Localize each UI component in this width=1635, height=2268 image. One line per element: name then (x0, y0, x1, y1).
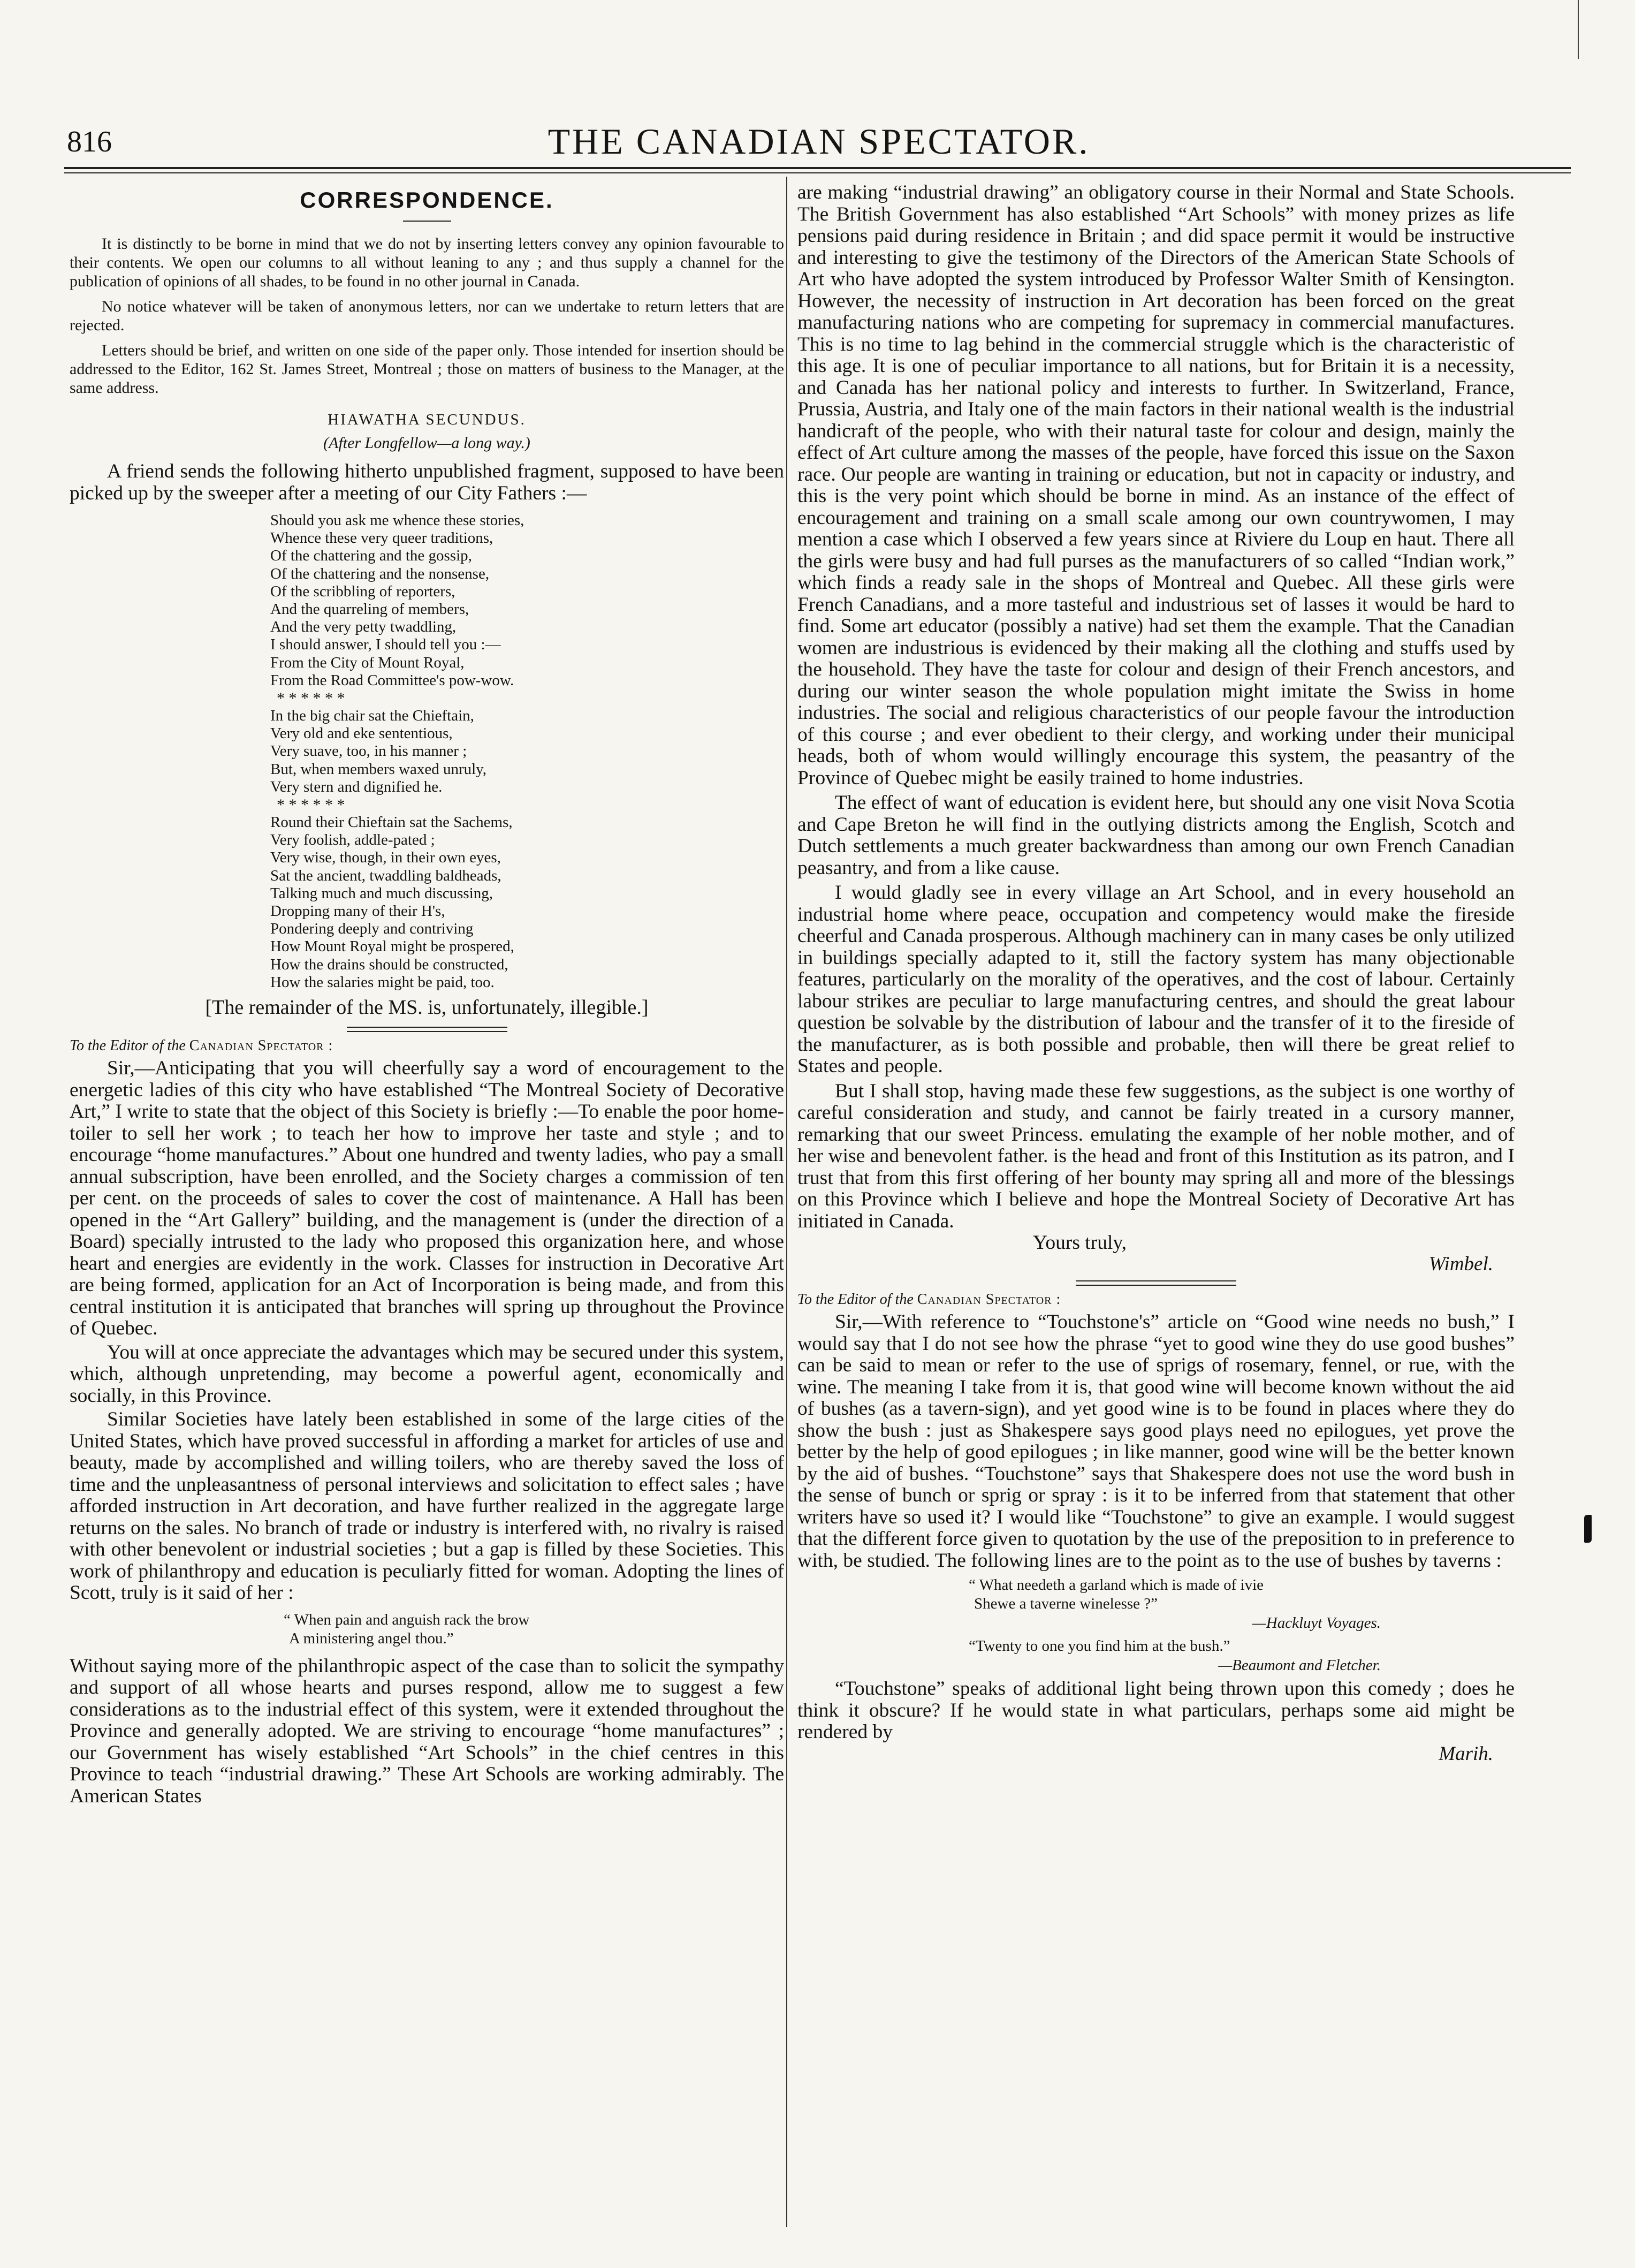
quote-line: Shewe a taverne winelesse ?” (974, 1595, 1158, 1612)
left-column (70, 182, 784, 1807)
hackluyt-quotation (969, 1576, 1515, 1613)
header-rule-thin (64, 172, 1571, 173)
asterism-divider: * * * * * * (277, 689, 345, 708)
page-edge-mark (1578, 0, 1579, 59)
letter-signoff: Yours truly, (1033, 1232, 1127, 1254)
double-rule (347, 1027, 507, 1028)
letter-paragraph: Sir,—With reference to “Touchstone's” article on “Good wine needs no bush,” I would say that I do not see how the phrase “yet to good wine they do use good bushes” can be said to mean or refer to the use of sprigs of rosemary, fennel, or rue, with the wine. The meaning I take from it is, that good wine will become known without the aid of bushes (as a tavern-sign), and yet good wine is to be found in places where they do show the bush : just as Shakespere says good plays need no epilogues, yet prove the better by the help of good epilogues ; in like manner, good wine will be the better known by the aid of bushes. “Touchstone” says that Shakespere does not use the word bush in the sense of bunch or sprig or spray : is it to be inferred from that statement that other writers have so used it? I would like “Touchstone” to give an example. I would suggest that the different force given to quotation by the use of the preposition to in preference to with, be studied. The following lines are to the point as to the use of bushes by taverns : (797, 1311, 1515, 1572)
notice-paragraph: No notice whatever will be taken of anonymous letters, nor can we undertake to return letters that are rejected. (70, 298, 784, 334)
journal-title: THE CANADIAN SPECTATOR. (547, 121, 1090, 162)
poem-line: How the salaries might be paid, too. (270, 973, 495, 991)
poem-line: Dropping many of their H's, (270, 902, 445, 920)
quote-line: A ministering angel thou.” (289, 1629, 454, 1647)
poem-line: I should answer, I should tell you :— (270, 636, 501, 654)
letter-paragraph: But I shall stop, having made these few suggestions, as the subject is one worthy of careful consideration and study, and cannot be fairly treated in a cursory manner, remarking that our sweet Princess. emulating the example of her noble mother, and of her wise and benevolent father. is the head and front of this Institution as its patron, and I trust that from this first offering of her bounty may spring all and more of the blessings on this Province which I believe and hope the Montreal Society of Decorative Art has initiated in Canada. (797, 1080, 1515, 1232)
poem-line: Of the chattering and the gossip, (270, 547, 472, 565)
poem-line: But, when members waxed unruly, (270, 760, 487, 778)
poem-line: Very stern and dignified he. (270, 778, 443, 795)
poem-line: Round their Chieftain sat the Sachems, (270, 814, 513, 831)
poem-line: From the Road Committee's pow-wow. (270, 671, 514, 689)
column-divider (786, 177, 787, 2227)
letter-paragraph: Without saying more of the philanthropic aspect of the case than to solicit the sympathy and support of all whose hearts and purses respond, allow me to suggest a few considerations as to the industrial effect of this system, were it extended throughout the Province and generally adopted. We are striving to encourage “home manufactures” ; our Government has wisely established “Art Schools” in the chief centres in this Province to teach “industrial drawing.” These Art Schools are working admirably. The American States (70, 1655, 784, 1807)
poem-line: From the City of Mount Royal, (270, 654, 465, 671)
letter-paragraph: are making “industrial drawing” an obligatory course in their Normal and State Schools. The British Government has also established “Art Schools” with money prizes as life pensions paid during residence in Britain ; and did space permit it would be instructive and interesting to give the testimony of the Directors of the American State Schools of Art who have adopted the system introduced by Professor Walter Smith of Kensington. However, the necessity of instruction in Art decoration has been forced on the great manufacturing nations who are competing for supremacy in commercial manufactures. This is no time to lag behind in the commercial struggle which is the characteristic of this age. It is one of peculiar importance to all nations, but for Britain it is a necessity, and Canada has her national policy and interests to further. In Switzerland, France, Prussia, Austria, and Italy one of the main factors in their national wealth is the industrial handicraft of the people, who with their natural taste for colour and design, mainly the effect of Art culture among the masses of the people, have forced this issue on the Saxon race. Our people are wanting in training or education, but not in capacity or industry, and this is the very point which should be borne in mind. As an instance of the effect of encouragement and training on a small scale among our own countrywomen, I may mention a case which I observed a few years since at Riviere du Loup en haut. There all the girls were busy and had full purses as the manufacturers of so called “Indian work,” which finds a ready sale in the shops of Montreal and Quebec. All these girls were French Canadians, and a more tasteful and industrious set of lasses it would be hard to find. Some art educator (possibly a native) had set them the example. That the Canadian women are industrious is evidenced by their making all the clothing and stuffs used by the household. They have the taste for colour and design of their French ancestors, and during our winter season the whole population might imitate the Swiss in home industries. The social and religious characteristics of our people favour the introduction of this course ; and ever obedient to their clergy, and working under their municipal heads, both of whom would willingly encourage this system, the peasantry of the Province of Quebec might be easily trained to home industries. (797, 181, 1515, 789)
quote-line: “ What needeth a garland which is made of ivie (969, 1576, 1264, 1594)
poem-line: Of the scribbling of reporters, (270, 582, 455, 600)
addressee-prefix: To the Editor of the (797, 1291, 914, 1308)
poem-title: HIAWATHA SECUNDUS. (328, 411, 526, 428)
poem-line: Very foolish, addle-pated ; (270, 831, 435, 849)
addressee-name: Canadian Spectator : (189, 1037, 333, 1055)
poem-line: Talking much and much discussing, (270, 884, 493, 902)
poem-line: And the quarreling of members, (270, 601, 469, 618)
section-heading: CORRESPONDENCE. (300, 187, 554, 213)
running-head (67, 120, 1571, 163)
quote-line: “ When pain and anguish rack the brow (284, 1611, 530, 1628)
scott-quotation (284, 1611, 784, 1648)
poem-line: Very old and eke sententious, (270, 725, 453, 742)
page-number: 816 (67, 125, 112, 158)
poem-line: In the big chair sat the Chieftain, (270, 707, 474, 725)
letter-signature: Wimbel. (1428, 1253, 1493, 1275)
notice-paragraph: It is distinctly to be borne in mind that we do not by inserting letters convey any opinion favourable to their contents. We open our columns to all without leaning to any ; and thus supply a channel for the publication of opinions of all shades, to be found in no other journal in Canada. (70, 235, 784, 290)
poem-line: Of the chattering and the nonsense, (270, 565, 490, 582)
poem-body (270, 512, 784, 991)
addressee-name: Canadian Spectator : (917, 1291, 1061, 1308)
header-rule (64, 167, 1571, 169)
letter-paragraph: Similar Societies have lately been established in some of the large cities of the United States, which have proved successful in affording a market for articles of use and beauty, made by accomplished and willing toilers, who are thereby saved the loss of time and the unpleasantness of personal interviews and solicitation to effect sales ; have afforded instruction in Art decoration, and have further realized in the aggregate large returns on the sales. No branch of trade or industry is interfered with, no rivalry is raised with other benevolent or industrial societies ; but a gap is filled by these Societies. This work of philanthropy and education is peculiarly fitted for woman. Adopting the lines of Scott, truly is it said of her : (70, 1408, 784, 1604)
right-column (797, 182, 1515, 1765)
poem-subtitle: (After Longfellow—a long way.) (323, 434, 530, 452)
quote-attribution: —Hackluyt Voyages. (1252, 1614, 1381, 1632)
ink-blot (1584, 1515, 1592, 1543)
double-rule (1076, 1280, 1236, 1281)
poem-intro: A friend sends the following hitherto unpublished fragment, supposed to have been picked up by the sweeper after a meeting of our City Fathers :— (70, 460, 784, 504)
letter-paragraph: I would gladly see in every village an Art School, and in every household an industrial home where peace, occupation and competency would make the fireside cheerful and Canada prosperous. Although machinery can in many cases be only utilized in buildings specially adapted to it, still the factory system has many objectionable features, particularly on the morality of the operatives, and the cost of labour. Certainly labour strikes are peculiar to large manufacturing centres, and should the great labour question be solvable by the distribution of labour and the transfer of it to the fireside of the manufacturer, as is both possible and probable, then will there be great relief to States and people. (797, 882, 1515, 1077)
letter-addressee (797, 1291, 1515, 1308)
asterism-divider: * * * * * * (277, 796, 345, 814)
letter-paragraph: Sir,—Anticipating that you will cheerfully say a word of encouragement to the energetic ladies of this city who have established “The Montreal Society of Decorative Art,” I write to state that the object of this Society is briefly :—To enable the poor home-toiler to sell her work ; to teach her how to improve her taste and style ; and to encourage “home manufactures.” About one hundred and twenty ladies, who pay a small annual subscription, have been enrolled, and the Society charges a commission of ten per cent. on the proceeds of sales to cover the cost of maintenance. A Hall has been opened in the “Art Gallery” building, and the management is (under the direction of a Board) specially intrusted to the lady who proposed this organization here, and whose heart and energies are evidently in the work. Classes for instruction in Decorative Art are being formed, application for an Act of Incorporation is being made, and from this central institution it is anticipated that branches will spring up throughout the Province of Quebec. (70, 1057, 784, 1340)
poem-line: Should you ask me whence these stories, (270, 512, 524, 529)
poem-line: Very suave, too, in his manner ; (270, 742, 467, 760)
poem-line: And the very petty twaddling, (270, 618, 457, 636)
quote-line: “Twenty to one you find him at the bush.” (969, 1637, 1230, 1655)
poem-line: How Mount Royal might be prospered, (270, 938, 514, 955)
letter-paragraph: The effect of want of education is evident here, but should any one visit Nova Scotia and Cape Breton he will find in the outlying districts among the English, Scotch and Dutch settlements a much greater backwardness than among our own French Canadian peasantry, and from a like cause. (797, 792, 1515, 879)
addressee-prefix: To the Editor of the (70, 1037, 186, 1055)
notice-paragraph: Letters should be brief, and written on one side of the paper only. Those intended for insertion should be addressed to the Editor, 162 St. James Street, Montreal ; those on matters of business to the Manager, at the same address. (70, 342, 784, 397)
poem-closing-note: [The remainder of the MS. is, unfortunately, illegible.] (205, 996, 649, 1019)
poem-line: Whence these very queer traditions, (270, 529, 493, 547)
quote-attribution: —Beaumont and Fletcher. (1218, 1657, 1381, 1674)
letter-paragraph: You will at once appreciate the advantages which may be secured under this system, which, although unpretending, may become a powerful agent, economically and socially, in this Province. (70, 1341, 784, 1407)
letter-signature: Marih. (1439, 1742, 1493, 1765)
letter-addressee (70, 1037, 784, 1055)
heading-rule (403, 221, 451, 222)
poem-line: Pondering deeply and contriving (270, 920, 474, 938)
poem-line: Sat the ancient, twaddling baldheads, (270, 867, 501, 884)
letter-paragraph: “Touchstone” speaks of additional light being thrown upon this comedy ; does he think it obscure? If he would state in what particulars, perhaps some aid might be rendered by (797, 1678, 1515, 1743)
poem-line: Very wise, though, in their own eyes, (270, 849, 501, 867)
poem-line: How the drains should be constructed, (270, 955, 508, 973)
beaumont-quotation (969, 1637, 1515, 1656)
